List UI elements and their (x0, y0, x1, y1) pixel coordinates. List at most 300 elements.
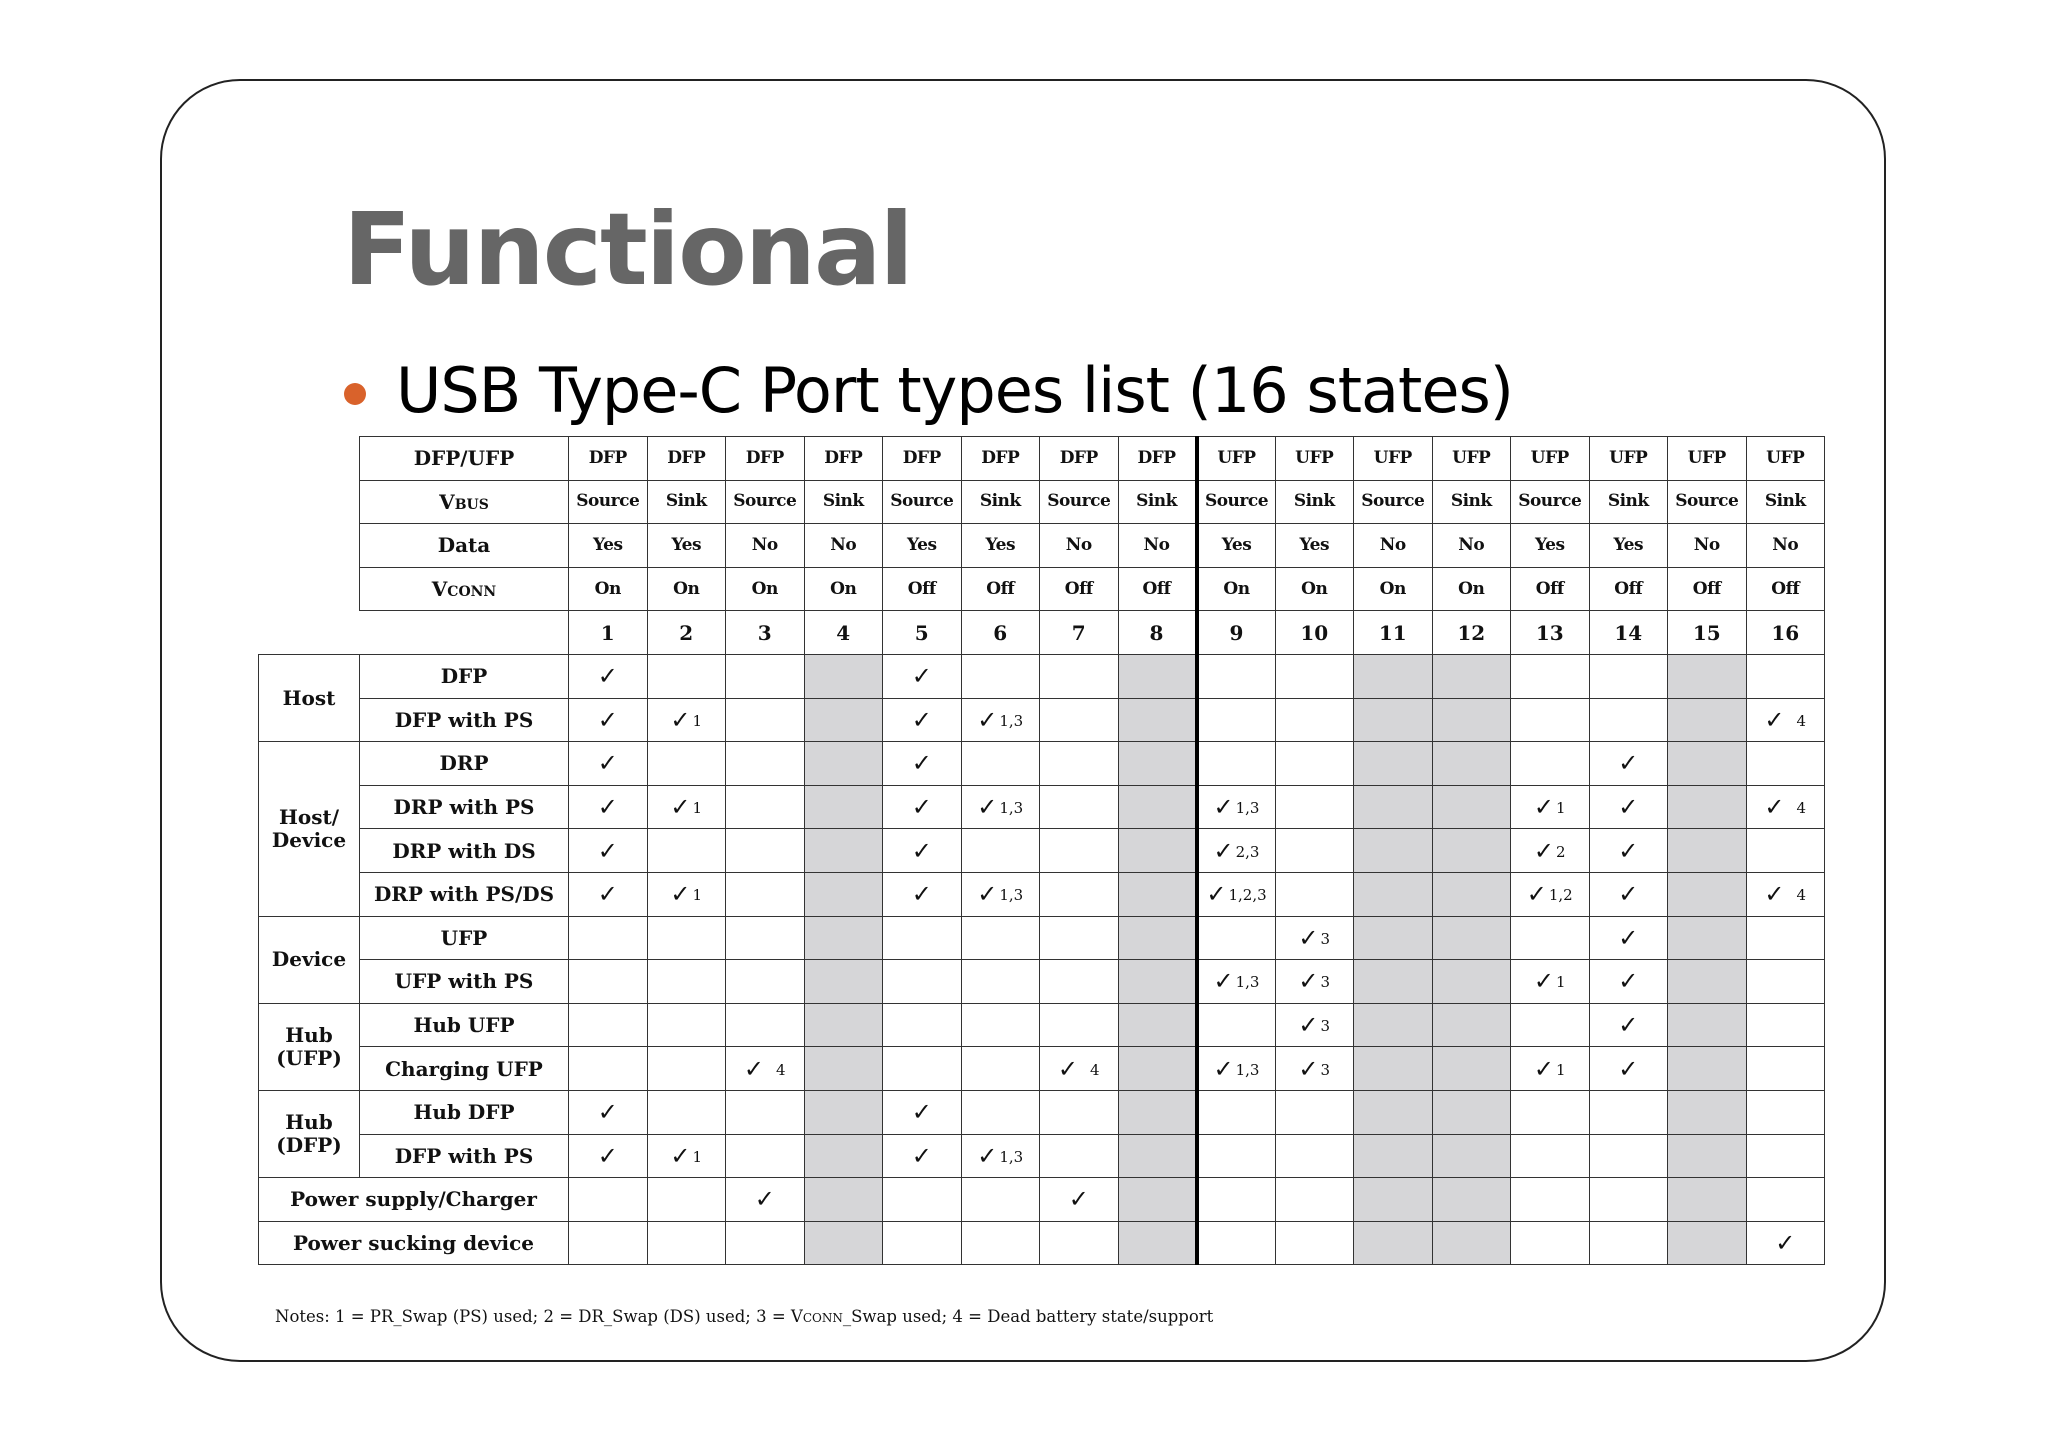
state-cell (726, 785, 805, 829)
state-cell (1432, 916, 1511, 960)
check-icon: ✓ (1298, 967, 1319, 996)
table-row (259, 654, 1825, 698)
state-cell (1118, 872, 1197, 916)
header-value: Sink (1432, 480, 1511, 524)
check-note: 1 (692, 799, 703, 818)
state-cell (569, 916, 648, 960)
state-number: 8 (1118, 611, 1197, 655)
state-cell (1354, 829, 1433, 873)
state-cell (1746, 1134, 1825, 1178)
check-note: 2,3 (1235, 842, 1260, 861)
state-cell (1746, 960, 1825, 1004)
state-cell (1432, 829, 1511, 873)
state-cell (1354, 654, 1433, 698)
check-icon: ✓ (911, 1141, 932, 1170)
table-notes: Notes: 1 = PR_Swap (PS) used; 2 = DR_Swap (DS) used; 3 = Vconn_Swap used; 4 = Dead battery state/support (275, 1307, 1214, 1326)
state-cell (1118, 698, 1197, 742)
blank-cell (259, 611, 569, 655)
state-cell (1354, 872, 1433, 916)
state-cell (1275, 960, 1354, 1004)
state-cell (569, 654, 648, 698)
state-cell (1432, 960, 1511, 1004)
state-cell (1275, 872, 1354, 916)
check-icon: ✓ (1213, 967, 1234, 996)
state-cell (1511, 916, 1590, 960)
state-cell (961, 1178, 1040, 1222)
header-value: Sink (804, 480, 883, 524)
state-cell (804, 1178, 883, 1222)
state-cell (804, 785, 883, 829)
header-label (360, 480, 569, 524)
check-icon: ✓ (597, 705, 618, 734)
state-cell (1040, 1047, 1119, 1091)
state-cell (1118, 1178, 1197, 1222)
state-cell (1354, 785, 1433, 829)
state-number: 15 (1668, 611, 1747, 655)
state-cell (1118, 742, 1197, 786)
header-value: Yes (569, 524, 648, 568)
state-cell (961, 1003, 1040, 1047)
check-icon: ✓ (597, 1141, 618, 1170)
state-cell (1432, 1003, 1511, 1047)
state-cell (726, 698, 805, 742)
state-cell (1040, 1090, 1119, 1134)
state-number: 13 (1511, 611, 1590, 655)
state-cell (1275, 1178, 1354, 1222)
check-note: 4 (1090, 1060, 1100, 1079)
check-icon: ✓ (670, 880, 691, 909)
check-note: 1 (1556, 1060, 1566, 1079)
state-cell (1040, 742, 1119, 786)
header-value: No (1354, 524, 1433, 568)
table-row (259, 742, 1825, 786)
header-value: Source (1197, 480, 1276, 524)
state-cell (1354, 1003, 1433, 1047)
header-value: DFP (1040, 437, 1119, 481)
check-note: 1,2 (1548, 886, 1573, 905)
header-value: Off (1040, 567, 1119, 611)
state-cell (961, 916, 1040, 960)
state-cell (1354, 698, 1433, 742)
state-cell (647, 698, 726, 742)
blank-cell (259, 524, 360, 568)
state-cell (883, 698, 962, 742)
group-label: Device (259, 916, 360, 1003)
state-number: 14 (1589, 611, 1668, 655)
state-cell (1197, 872, 1276, 916)
state-number: 3 (726, 611, 805, 655)
state-cell (1432, 1047, 1511, 1091)
check-icon: ✓ (911, 749, 932, 778)
check-note: 1,3 (1235, 1060, 1260, 1079)
header-label: Data (360, 524, 569, 568)
state-cell (1746, 742, 1825, 786)
state-cell (1589, 1221, 1668, 1265)
state-cell (1118, 916, 1197, 960)
check-icon: ✓ (1213, 1054, 1234, 1083)
header-value: On (1275, 567, 1354, 611)
state-cell (647, 1134, 726, 1178)
state-cell (569, 698, 648, 742)
header-value: Sink (1118, 480, 1197, 524)
check-icon: ✓ (597, 1098, 618, 1127)
state-cell (1118, 785, 1197, 829)
header-value: Source (726, 480, 805, 524)
state-cell (1668, 872, 1747, 916)
header-value: Source (883, 480, 962, 524)
check-icon: ✓ (597, 749, 618, 778)
header-value: On (804, 567, 883, 611)
state-cell (726, 742, 805, 786)
state-cell (961, 1090, 1040, 1134)
state-cell (961, 1221, 1040, 1265)
header-value: No (804, 524, 883, 568)
check-note: 4 (776, 1060, 786, 1079)
state-cell (1668, 785, 1747, 829)
state-cell (726, 1221, 805, 1265)
header-label: DFP/UFP (360, 437, 569, 481)
state-cell (1668, 916, 1747, 960)
header-value: UFP (1354, 437, 1433, 481)
state-cell (1197, 1090, 1276, 1134)
header-value: UFP (1197, 437, 1276, 481)
state-cell (1118, 1090, 1197, 1134)
table-row (259, 1221, 1825, 1265)
state-cell (1668, 1090, 1747, 1134)
check-icon: ✓ (1533, 836, 1555, 865)
header-value: UFP (1432, 437, 1511, 481)
check-icon: ✓ (1618, 1054, 1639, 1083)
state-cell (1197, 829, 1276, 873)
state-cell (1197, 698, 1276, 742)
header-value: DFP (647, 437, 726, 481)
state-cell (1197, 916, 1276, 960)
state-cell (647, 1090, 726, 1134)
header-value: On (1354, 567, 1433, 611)
state-number: 16 (1746, 611, 1825, 655)
state-cell (1511, 1047, 1590, 1091)
state-cell (883, 1134, 962, 1178)
state-cell (1589, 1134, 1668, 1178)
header-value: Source (1040, 480, 1119, 524)
row-label: UFP (360, 916, 569, 960)
state-cell (647, 1003, 726, 1047)
check-icon: ✓ (1298, 1011, 1319, 1040)
header-label-text: V (439, 489, 455, 514)
header-value: No (1040, 524, 1119, 568)
state-cell (647, 742, 726, 786)
check-icon: ✓ (1298, 923, 1319, 952)
check-icon: ✓ (1206, 880, 1227, 909)
group-label: Host/ Device (259, 742, 360, 916)
state-cell (647, 916, 726, 960)
port-types-table (258, 436, 1825, 1265)
blank-cell (259, 437, 360, 481)
state-number: 7 (1040, 611, 1119, 655)
header-value: No (1668, 524, 1747, 568)
check-icon: ✓ (1533, 967, 1555, 996)
state-cell (804, 1090, 883, 1134)
state-cell (1589, 1090, 1668, 1134)
state-cell (569, 785, 648, 829)
state-cell (726, 916, 805, 960)
state-cell (961, 872, 1040, 916)
group-label: Hub (UFP) (259, 1003, 360, 1090)
group-label: Hub (DFP) (259, 1090, 360, 1177)
check-icon: ✓ (977, 793, 998, 822)
state-number: 2 (647, 611, 726, 655)
blank-cell (259, 480, 360, 524)
row-label: DRP (360, 742, 569, 786)
check-icon: ✓ (1764, 705, 1785, 734)
state-cell (1746, 698, 1825, 742)
check-icon: ✓ (911, 793, 932, 822)
state-cell (726, 960, 805, 1004)
check-icon: ✓ (1213, 836, 1234, 865)
state-number: 11 (1354, 611, 1433, 655)
table-row (259, 1003, 1825, 1047)
state-cell (1118, 829, 1197, 873)
header-value: DFP (726, 437, 805, 481)
header-value: No (1746, 524, 1825, 568)
check-icon: ✓ (1213, 793, 1234, 822)
header-value: Source (1668, 480, 1747, 524)
state-cell (726, 1003, 805, 1047)
state-cell (1197, 742, 1276, 786)
state-cell (647, 872, 726, 916)
state-cell (1432, 1178, 1511, 1222)
table-row (259, 785, 1825, 829)
header-value: Yes (961, 524, 1040, 568)
blank-cell (259, 567, 360, 611)
state-cell (1511, 742, 1590, 786)
table-row (259, 872, 1825, 916)
check-icon: ✓ (977, 1141, 998, 1170)
state-cell (1118, 1221, 1197, 1265)
state-cell (1668, 742, 1747, 786)
state-cell (804, 654, 883, 698)
state-cell (726, 829, 805, 873)
header-value: Off (1746, 567, 1825, 611)
state-cell (804, 1134, 883, 1178)
state-cell (1275, 1221, 1354, 1265)
state-number: 6 (961, 611, 1040, 655)
state-cell (1668, 1003, 1747, 1047)
header-value: No (1118, 524, 1197, 568)
check-icon: ✓ (977, 880, 998, 909)
check-icon: ✓ (977, 705, 998, 734)
check-icon: ✓ (1533, 793, 1555, 822)
check-icon: ✓ (911, 880, 932, 909)
bullet-dot-icon (344, 383, 366, 405)
header-row (259, 524, 1825, 568)
state-cell (883, 785, 962, 829)
row-label: UFP with PS (360, 960, 569, 1004)
table-row (259, 916, 1825, 960)
state-cell (1746, 1178, 1825, 1222)
state-cell (1275, 1047, 1354, 1091)
notes-smallcaps: conn (802, 1307, 843, 1326)
table-row (259, 1134, 1825, 1178)
state-cell (1668, 829, 1747, 873)
header-value: On (1432, 567, 1511, 611)
header-value: Off (961, 567, 1040, 611)
state-cell (1040, 1003, 1119, 1047)
state-cell (1511, 1221, 1590, 1265)
state-cell (726, 872, 805, 916)
state-cell (1354, 1178, 1433, 1222)
state-cell (1511, 829, 1590, 873)
state-cell (883, 872, 962, 916)
check-icon: ✓ (1533, 1054, 1555, 1083)
state-cell (1354, 960, 1433, 1004)
state-cell (1511, 1178, 1590, 1222)
state-cell (1589, 654, 1668, 698)
state-cell (1354, 1090, 1433, 1134)
state-cell (1040, 1134, 1119, 1178)
state-cell (961, 654, 1040, 698)
state-cell (961, 1134, 1040, 1178)
header-value: Sink (1589, 480, 1668, 524)
state-cell (1275, 654, 1354, 698)
header-value: No (726, 524, 805, 568)
row-label: DFP (360, 654, 569, 698)
state-cell (1668, 1047, 1747, 1091)
header-value: Off (1668, 567, 1747, 611)
row-label: Power sucking device (259, 1221, 569, 1265)
header-value: DFP (883, 437, 962, 481)
state-number: 1 (569, 611, 648, 655)
state-cell (726, 1178, 805, 1222)
state-cell (647, 1221, 726, 1265)
header-value: DFP (804, 437, 883, 481)
state-cell (1589, 960, 1668, 1004)
state-cell (1746, 1047, 1825, 1091)
state-cell (1668, 1178, 1747, 1222)
state-cell (1746, 1003, 1825, 1047)
state-cell (1589, 829, 1668, 873)
row-label: Charging UFP (360, 1047, 569, 1091)
check-icon: ✓ (1057, 1054, 1079, 1083)
header-value: DFP (1118, 437, 1197, 481)
state-cell (1197, 1047, 1276, 1091)
state-number: 10 (1275, 611, 1354, 655)
state-cell (1746, 785, 1825, 829)
row-label: DRP with DS (360, 829, 569, 873)
state-cell (1589, 785, 1668, 829)
state-cell (1511, 698, 1590, 742)
header-value: Sink (961, 480, 1040, 524)
state-cell (1275, 1134, 1354, 1178)
check-note: 1 (692, 1147, 703, 1166)
check-note: 3 (1320, 929, 1331, 948)
check-icon: ✓ (911, 836, 932, 865)
row-label: DRP with PS (360, 785, 569, 829)
state-cell (1746, 872, 1825, 916)
state-cell (1118, 654, 1197, 698)
check-icon: ✓ (1618, 836, 1639, 865)
check-icon: ✓ (1526, 880, 1547, 909)
check-note: 4 (1796, 711, 1807, 730)
state-cell (1432, 1134, 1511, 1178)
check-note: 1 (692, 711, 703, 730)
bullet-text: USB Type-C Port types list (16 states) (396, 354, 1513, 427)
state-cell (1197, 654, 1276, 698)
header-value: DFP (569, 437, 648, 481)
state-cell (1040, 654, 1119, 698)
state-number: 5 (883, 611, 962, 655)
state-cell (961, 785, 1040, 829)
state-cell (961, 829, 1040, 873)
state-cell (1432, 1221, 1511, 1265)
state-cell (1511, 872, 1590, 916)
state-cell (804, 872, 883, 916)
state-cell (647, 1178, 726, 1222)
check-icon: ✓ (1618, 749, 1639, 778)
state-cell (1118, 960, 1197, 1004)
state-cell (1118, 1047, 1197, 1091)
state-cell (1668, 698, 1747, 742)
check-note: 3 (1320, 1017, 1331, 1036)
state-cell (1746, 1090, 1825, 1134)
state-cell (726, 654, 805, 698)
row-label: Hub DFP (360, 1090, 569, 1134)
state-number: 12 (1432, 611, 1511, 655)
state-cell (569, 1134, 648, 1178)
state-cell (1197, 1003, 1276, 1047)
state-cell (569, 1047, 648, 1091)
header-value: Source (1354, 480, 1433, 524)
state-cell (883, 1003, 962, 1047)
state-cell (883, 1221, 962, 1265)
check-icon: ✓ (597, 793, 618, 822)
state-cell (961, 1047, 1040, 1091)
state-cell (1275, 785, 1354, 829)
check-note: 3 (1320, 973, 1331, 992)
state-cell (1432, 742, 1511, 786)
state-cell (569, 960, 648, 1004)
check-icon: ✓ (1618, 793, 1639, 822)
state-cell (883, 829, 962, 873)
header-value: UFP (1511, 437, 1590, 481)
state-cell (1275, 829, 1354, 873)
check-note: 1 (1556, 973, 1566, 992)
header-value: On (726, 567, 805, 611)
state-cell (1511, 654, 1590, 698)
state-cell (804, 916, 883, 960)
row-label: Power supply/Charger (259, 1178, 569, 1222)
state-cell (804, 742, 883, 786)
check-note: 1,3 (1235, 799, 1260, 818)
state-cell (1668, 960, 1747, 1004)
check-icon: ✓ (597, 662, 618, 691)
state-cell (647, 960, 726, 1004)
state-cell (1275, 742, 1354, 786)
check-icon: ✓ (670, 793, 691, 822)
row-label: DFP with PS (360, 698, 569, 742)
state-cell (569, 742, 648, 786)
header-row (259, 480, 1825, 524)
state-cell (804, 829, 883, 873)
header-value: UFP (1589, 437, 1668, 481)
state-cell (883, 916, 962, 960)
table-row (259, 829, 1825, 873)
state-cell (1197, 1221, 1276, 1265)
slide-title: Functional (343, 191, 912, 308)
header-value: Sink (647, 480, 726, 524)
header-value: Yes (647, 524, 726, 568)
state-cell (961, 698, 1040, 742)
